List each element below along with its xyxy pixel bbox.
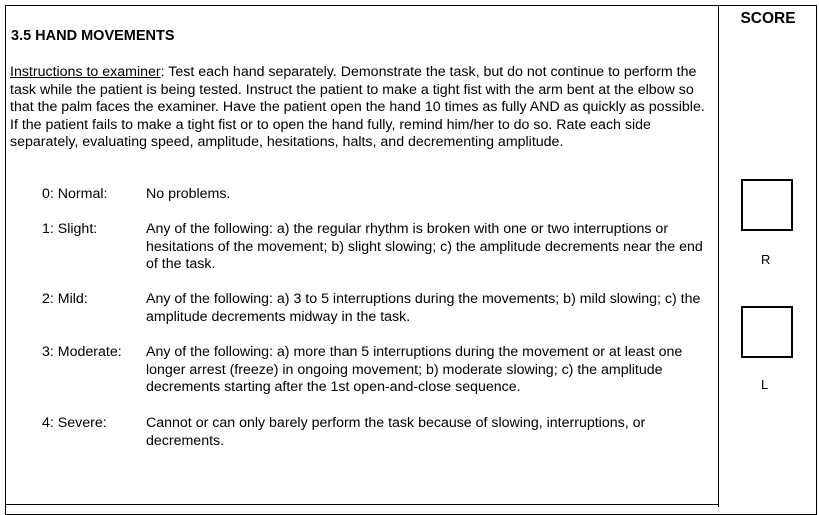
rating-label: 4: Severe: — [42, 415, 107, 431]
score-column-divider — [718, 5, 719, 507]
score-box-right-label: R — [761, 252, 771, 267]
rating-description: Cannot or can only barely perform the task because of slowing, interruptions, or decrements. — [146, 415, 646, 449]
rating-label: 3: Moderate: — [42, 344, 122, 360]
rating-label: 1: Slight: — [42, 221, 98, 237]
rating-label: 0: Normal: — [42, 186, 108, 202]
rating-description: Any of the following: a) 3 to 5 interruptions during the movements; b) mild slowing; c) the amplitude decrements midway in the task. — [146, 291, 701, 325]
rating-label: 2: Mild: — [42, 291, 88, 307]
instructions-sep: : — [160, 64, 165, 80]
instructions-text: Test each hand separately. Demonstrate the task, but do not continue to perform the task while the patient is being tested. Instruct the patient to make a tight fist with the arm bent at the elbow so that the palm faces the examiner. Have the patient open the hand 10 times as fully AND as quickly as possible. If the patient fails to make a tight fist or to open the hand fully, remind him/her to do so. Rate each side separately, evaluating speed, amplitude, hesitations, halts, and decrementing amplitude. — [10, 64, 705, 150]
score-box-right[interactable] — [741, 179, 793, 231]
rating-description: Any of the following: a) more than 5 interruptions during the movement or at least one longer arrest (freeze) in ongoing movement; b) moderate slowing; c) the amplitude decrements starting after the 1st open-and-close sequence. — [146, 344, 683, 395]
rating-description: Any of the following: a) the regular rhythm is broken with one or two interruptions or hesitations of the movement; b) slight slowing; c) the amplitude decrements near the end of the task. — [146, 221, 703, 272]
instructions-label: Instructions to examiner — [10, 64, 161, 80]
rating-description: No problems. — [146, 186, 231, 202]
score-box-left[interactable] — [741, 306, 793, 358]
instructions-paragraph — [10, 64, 716, 152]
section-title: 3.5 HAND MOVEMENTS — [11, 28, 175, 44]
bottom-border — [5, 504, 718, 505]
score-box-left-label: L — [761, 377, 769, 392]
score-header: SCORE — [740, 10, 796, 27]
